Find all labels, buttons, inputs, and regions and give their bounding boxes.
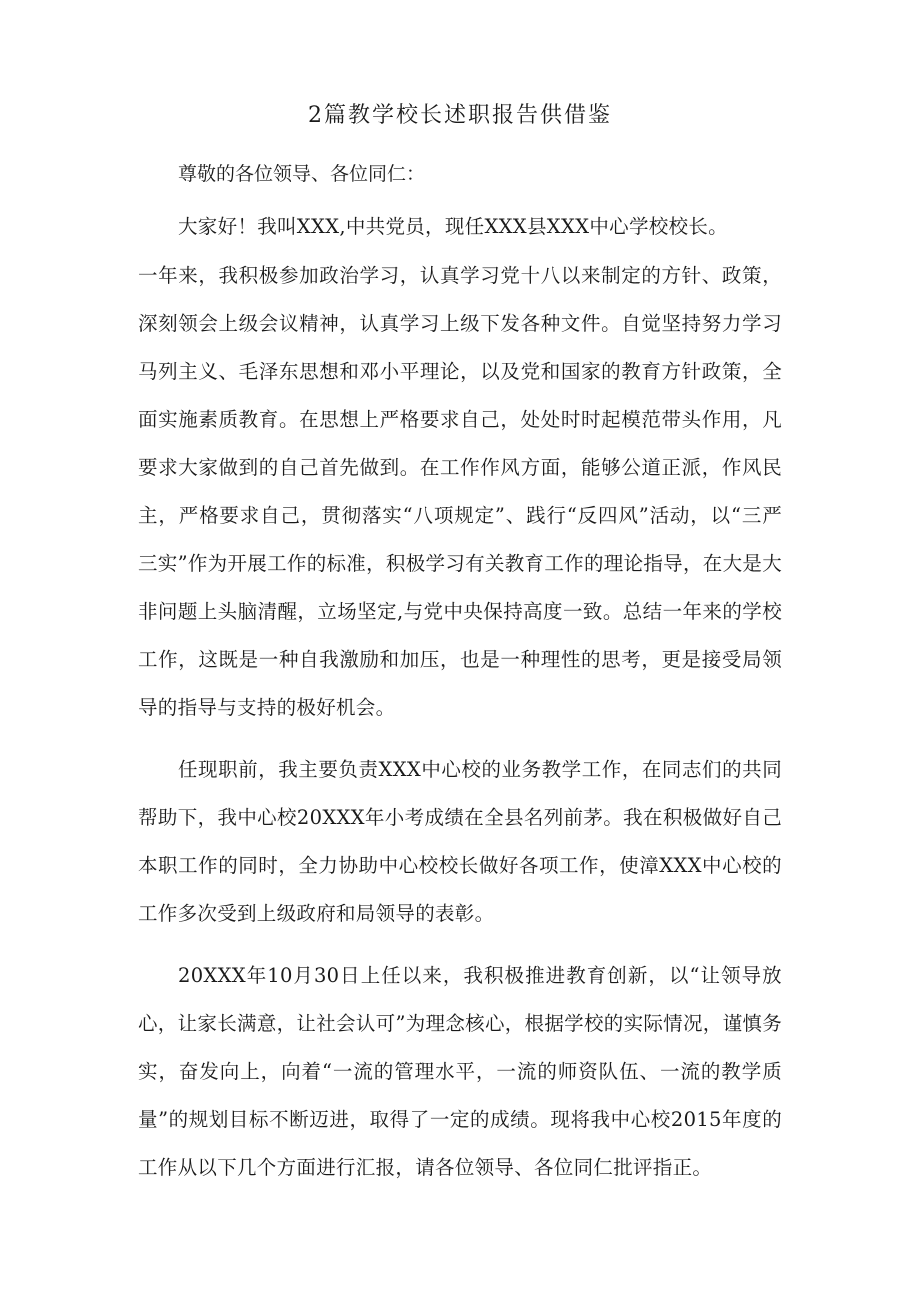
- salutation: 尊敬的各位领导、各位同仁：: [178, 163, 426, 185]
- paragraph-previous-role: 任现职前，我主要负责XXX中心校的业务教学工作，在同志们的共同帮助下，我中心校20XXX年小考成绩在全县名列前茅。我在积极做好自己本职工作的同时，全力协助中心校校长做好各项工作，使漳XXX中心校的工作多次受到上级政府和局领导的表彰。: [138, 758, 782, 925]
- paragraph-since-appointment: 20XXX年10月30日上任以来，我积极推进教育创新，以“让领导放心，让家长满意，让社会认可”为理念核心，根据学校的实际情况，谨慎务实，奋发向上，向着“一流的管理水平，一流的师资队伍、一流的教学质量”的规划目标不断迈进，取得了一定的成绩。现将我中心校2015年度的工作从以下几个方面进行汇报，请各位领导、各位同仁批评指正。: [138, 964, 782, 1179]
- paragraph-political-study: 一年来，我积极参加政治学习，认真学习党十八以来制定的方针、政策，深刻领会上级会议精神，认真学习上级下发各种文件。自觉坚持努力学习马列主义、毛泽东思想和邓小平理论，以及党和国家的教育方针政策，全面实施素质教育。在思想上严格要求自己，处处时时起模范带头作用，凡要求大家做到的自己首先做到。在工作作风方面，能够公道正派，作风民主，严格要求自己，贯彻落实“八项规定”、践行“反四风”活动，以“三严三实”作为开展工作的标准，积极学习有关教育工作的理论指导，在大是大非问题上头脑清醒，立场坚定,与党中央保持高度一致。总结一年来的学校工作，这既是一种自我激励和加压，也是一种理性的思考，更是接受局领导的指导与支持的极好机会。: [138, 264, 782, 719]
- greeting-line: 大家好！我叫XXX,中共党员，现任XXX县XXX中心学校校长。: [178, 215, 728, 238]
- document-title: 2篇教学校长述职报告供借鉴: [308, 103, 612, 128]
